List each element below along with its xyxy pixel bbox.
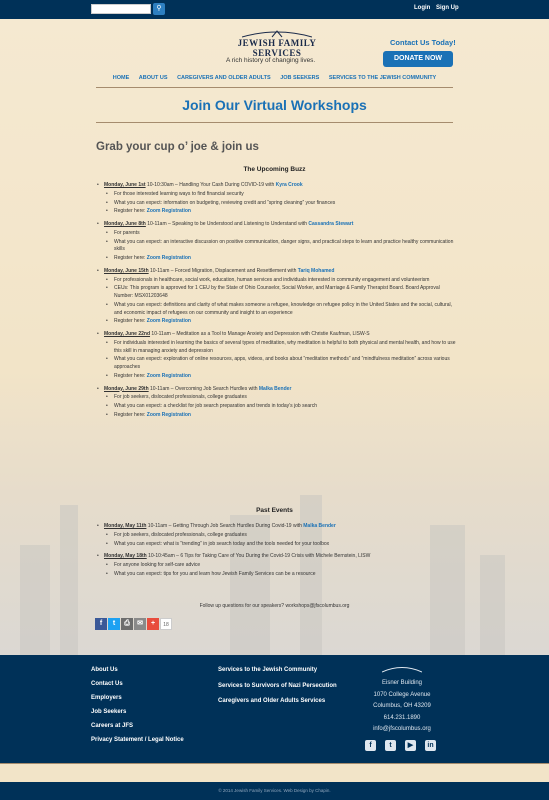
event-detail xyxy=(96,318,456,326)
facebook-share-icon[interactable]: f xyxy=(95,618,107,630)
footer-social xyxy=(365,740,436,751)
signup-link[interactable]: Sign Up xyxy=(436,5,459,11)
event-detail-text: For professionals in healthcare, social work, education, human services and individuals interested in community engagement and volunteerism xyxy=(114,276,430,283)
footer xyxy=(0,655,549,763)
event-description: 10-11am – Meditation as a Tool to Manage Anxiety and Depression with Christie Kaufman, LISW-S xyxy=(150,331,370,337)
event-heading xyxy=(96,221,456,229)
footer-logo-mark-icon xyxy=(382,665,422,673)
contact-link[interactable]: Contact Us Today! xyxy=(390,38,456,47)
event-date: Monday, May 18th xyxy=(104,553,147,560)
event-heading xyxy=(96,331,456,339)
zoom-registration-link[interactable]: Zoom Registration xyxy=(146,208,191,215)
jfs-logo[interactable] xyxy=(222,30,332,58)
footer-link-job-seekers[interactable]: Job Seekers xyxy=(91,709,127,715)
twitter-share-icon[interactable]: t xyxy=(108,618,120,630)
nav-about[interactable]: ABOUT US xyxy=(138,75,168,81)
speaker-link[interactable]: Tariq Mohamed xyxy=(297,267,335,274)
event-date: Monday, June 22nd xyxy=(104,331,151,337)
event-detail xyxy=(96,191,456,199)
search-input[interactable] xyxy=(91,4,151,14)
event-item xyxy=(96,523,456,548)
event-detail-text: For those interested learning ways to find financial security xyxy=(114,190,244,197)
divider xyxy=(96,87,453,88)
event-detail xyxy=(96,412,456,420)
upcoming-events xyxy=(96,182,456,425)
address-building: Eisner Building xyxy=(381,680,423,687)
event-detail xyxy=(96,403,456,411)
twitter-icon[interactable]: t xyxy=(385,740,396,751)
event-date: Monday, June 1st xyxy=(104,182,146,188)
follow-up-text: Follow up questions for our speakers? workshops@jfscolumbus.org xyxy=(199,603,350,609)
event-item xyxy=(96,386,456,420)
more-share-icon[interactable]: + xyxy=(147,618,159,630)
event-detail-text: Register here: xyxy=(114,372,147,379)
event-description: 10-11am – Overcoming Job Search Hurdles with xyxy=(148,385,259,392)
zoom-registration-link[interactable]: Zoom Registration xyxy=(146,318,191,325)
event-item xyxy=(96,268,456,326)
footer-stripe xyxy=(0,763,549,782)
event-description: 10-11am – Getting Through Job Search Hurdles During Covid-19 with xyxy=(146,523,304,529)
speaker-link[interactable]: Malka Bender xyxy=(258,385,292,392)
zoom-registration-link[interactable]: Zoom Registration xyxy=(146,372,191,379)
event-detail xyxy=(96,340,456,356)
event-detail-text: Register here: xyxy=(114,318,147,325)
zoom-registration-link[interactable]: Zoom Registration xyxy=(146,411,191,418)
event-item xyxy=(96,331,456,381)
event-detail-text: What you can expect: information on budgeting, reviewing credit and “spring cleaning” your finances xyxy=(114,199,336,206)
footer-address xyxy=(362,665,442,735)
event-detail xyxy=(96,230,456,238)
footer-link-caregivers[interactable]: Caregivers and Older Adults Services xyxy=(218,698,326,704)
footer-link-employers[interactable]: Employers xyxy=(91,695,122,701)
event-description: 10-10:45am – 6 Tips for Taking Care of You During the Covid-19 Crisis with Michele Bernstein, LISW xyxy=(146,553,371,560)
event-detail-text: Register here: xyxy=(114,255,147,261)
event-detail-text: CEUs: This program is approved for 1 CEU by the State of Ohio Counselor, Social Worker, and Marriage & Family Therapist Board. Board Approval Number: MSX01203648 xyxy=(114,285,440,299)
event-detail-text: For anyone looking for self-care advice xyxy=(114,562,201,568)
event-detail-text: What you can expect: exploration of online resources, apps, videos, and books about “meditation methods” and “mindfulness meditation” across various approaches xyxy=(114,356,450,370)
footer-link-about[interactable]: About Us xyxy=(91,667,118,673)
event-date: Monday, June 15th xyxy=(104,267,149,274)
donate-button[interactable]: DONATE NOW xyxy=(383,51,453,67)
event-detail-text: Register here: xyxy=(114,411,147,418)
logo-mark-icon xyxy=(242,30,312,38)
speaker-link[interactable]: Cassandra Stewart xyxy=(308,221,354,227)
footer-link-jewish-community[interactable]: Services to the Jewish Community xyxy=(218,667,318,673)
login-link[interactable]: Login xyxy=(414,5,431,11)
event-detail-text: What you can expect: an interactive discussion on positive communication, danger signs, and practical steps to learn and practice healthy communication skills xyxy=(114,238,454,253)
share-bar xyxy=(95,618,172,630)
tagline: A rich history of changing lives. xyxy=(226,57,316,64)
event-detail xyxy=(96,285,456,301)
event-detail-text: Register here: xyxy=(114,208,147,215)
past-events xyxy=(96,523,456,584)
nav-jewish-community[interactable]: SERVICES TO THE JEWISH COMMUNITY xyxy=(328,75,437,81)
speaker-link[interactable]: Kyra Crook xyxy=(275,182,303,188)
facebook-icon[interactable]: f xyxy=(365,740,376,751)
event-detail xyxy=(96,302,456,318)
event-description: 10-10:30am – Handling Your Cash During COVID-19 with xyxy=(145,182,276,188)
event-detail xyxy=(96,541,456,549)
event-heading xyxy=(96,553,456,561)
event-detail xyxy=(96,208,456,216)
event-item xyxy=(96,182,456,216)
nav-job-seekers[interactable]: JOB SEEKERS xyxy=(280,75,320,81)
event-item xyxy=(96,553,456,578)
skyline-building xyxy=(20,545,50,655)
event-detail xyxy=(96,571,456,579)
address-street: 1070 College Avenue xyxy=(373,691,431,698)
event-detail xyxy=(96,255,456,263)
email-icon[interactable]: ✉ xyxy=(134,618,146,630)
footer-link-contact[interactable]: Contact Us xyxy=(91,681,123,687)
skyline-building xyxy=(60,505,78,655)
event-heading xyxy=(96,523,456,531)
event-detail xyxy=(96,373,456,381)
event-detail-text: For job seekers, dislocated professionals, college graduates xyxy=(114,531,247,538)
event-detail xyxy=(96,394,456,402)
footer-links-services xyxy=(218,667,338,714)
search-icon[interactable]: ⚲ xyxy=(153,3,165,15)
share-count: 18 xyxy=(160,618,172,630)
address-email[interactable]: info@jfscolumbus.org xyxy=(373,725,431,732)
event-detail xyxy=(96,356,456,372)
footer-link-survivors[interactable]: Services to Survivors of Nazi Persecution xyxy=(218,682,337,689)
event-detail-text: What you can expect: a checklist for job search preparation and trends in today’s job search xyxy=(114,403,318,409)
event-date: Monday, June 29th xyxy=(104,385,149,392)
main-nav xyxy=(0,75,549,81)
event-date: Monday, June 8th xyxy=(104,221,146,227)
event-detail-text: What you can expect: definitions and clarity of what makes someone a refugee, knowledge on refugee policy in the United States and the social, cultural, and economic impact of refugees on our community and insight to an experience xyxy=(114,301,452,316)
youtube-icon[interactable]: ▶ xyxy=(405,740,416,751)
event-description: 10-11am – Forced Migration, Displacement and Resettlement with xyxy=(148,267,298,274)
event-detail-text: For individuals interested in learning the basics of several types of meditation, why meditation is helpful to both physical and mental health, and how to use this skill in managing anxiety and depression xyxy=(114,339,456,354)
nav-home[interactable]: HOME xyxy=(112,75,130,81)
event-detail xyxy=(96,532,456,540)
speaker-link[interactable]: Malka Bender xyxy=(303,523,336,529)
page-subtitle: Grab your cup o’ joe & join us xyxy=(96,141,259,153)
event-detail xyxy=(96,277,456,285)
copyright: © 2014 Jewish Family Services. Web Design by Chapin. xyxy=(0,782,549,800)
address-phone[interactable]: 614.231.1890 xyxy=(383,714,421,721)
event-date: Monday, May 11th xyxy=(104,523,147,529)
event-detail xyxy=(96,239,456,255)
upcoming-heading: The Upcoming Buzz xyxy=(243,166,306,173)
footer-links-primary xyxy=(91,667,184,751)
event-detail-text: What you can expect: what is “trending” in job search today and the tools needed for your toolbox xyxy=(114,540,330,547)
top-bar xyxy=(0,0,549,19)
event-detail xyxy=(96,200,456,208)
address-city: Columbus, OH 43209 xyxy=(373,703,431,710)
footer-link-privacy[interactable]: Privacy Statement / Legal Notice xyxy=(91,737,184,743)
event-detail-text: For job seekers, dislocated professionals, college graduates xyxy=(114,394,247,401)
past-heading: Past Events xyxy=(256,507,293,514)
event-heading xyxy=(96,182,456,190)
event-item xyxy=(96,221,456,263)
linkedin-icon[interactable]: in xyxy=(425,740,436,751)
brand-name: JEWISH FAMILY SERVICES xyxy=(237,38,317,58)
page-title: Join Our Virtual Workshops xyxy=(182,97,367,113)
footer-link-careers[interactable]: Careers at JFS xyxy=(91,723,134,729)
event-detail-text: What you can expect: tips for you and learn how Jewish Family Services can be a resource xyxy=(114,570,316,577)
zoom-registration-link[interactable]: Zoom Registration xyxy=(146,255,191,261)
divider xyxy=(96,122,453,123)
nav-caregivers[interactable]: CAREGIVERS AND OLDER ADULTS xyxy=(177,75,271,81)
event-detail-text: For parents xyxy=(114,229,140,236)
event-description: 10-11am – Speaking to be Understood and Listening to Understand with xyxy=(145,221,309,227)
event-detail xyxy=(96,562,456,570)
event-heading xyxy=(96,268,456,276)
print-icon[interactable]: ⎙ xyxy=(121,618,133,630)
event-heading xyxy=(96,386,456,394)
